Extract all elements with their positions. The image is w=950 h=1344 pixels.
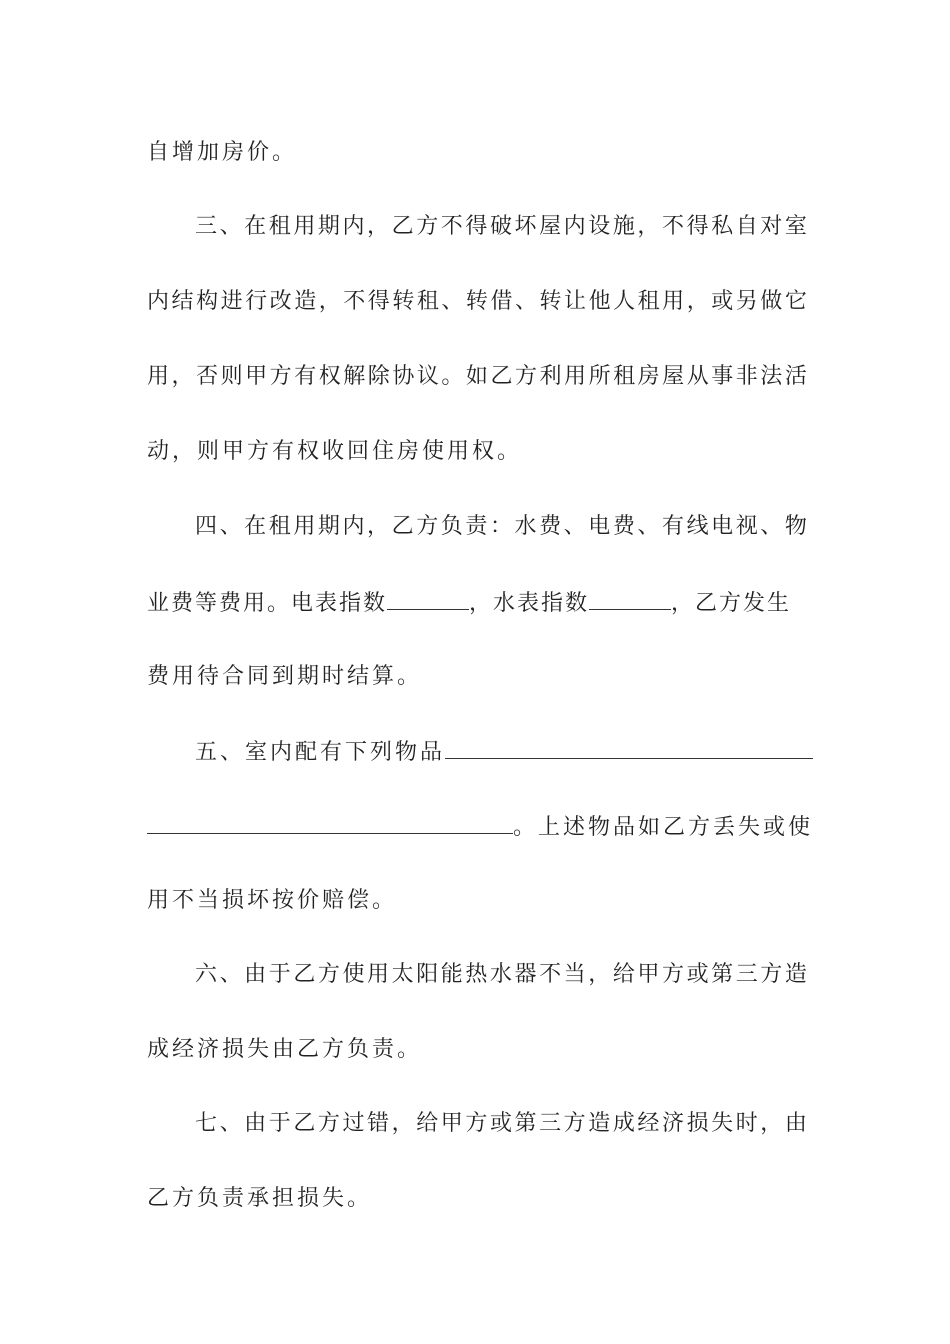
paragraph-4-line-1: 四 、 在 租 用 期 内 ， 乙 方 负 责 ： 水 费 、 电 费 、 有 线 电 视 、 物 [195, 514, 807, 539]
paragraph-3-line-2: 内 结 构 进 行 改 造 ， 不 得 转 租 、 转 借 、 转 让 他 人 租 用 ， 或 另 做 它 [147, 289, 807, 314]
paragraph-4-line-3 [147, 662, 807, 692]
text-content: 动，则甲方有权收回住房使用权。 [147, 439, 523, 464]
paragraph-3-line-3: 用 ， 否 则 甲 方 有 权 解 除 协 议 。 如 乙 方 利 用 所 租 房 屋 从 事 非 法 活 [147, 364, 807, 389]
paragraph-3-line-1: 三 、 在 租 用 期 内 ， 乙 方 不 得 破 坏 屋 内 设 施 ， 不 得 私 自 对 室 [195, 214, 807, 239]
text-content: 用不当损坏按价赔偿。 [147, 888, 398, 913]
electric-meter-blank [387, 587, 469, 610]
paragraph-7-line-2 [147, 1184, 807, 1214]
text-segment: ，水表指数 [469, 591, 590, 616]
water-meter-blank [589, 587, 671, 610]
items-list-blank-continued [147, 811, 513, 834]
text-content: 乙方负责承担损失。 [147, 1186, 373, 1211]
text-line [147, 138, 807, 168]
text-content: 自增加房价。 [147, 140, 298, 165]
text-segment: 。上述物品如乙方丢失或使 [513, 815, 814, 840]
paragraph-6-line-2 [147, 1035, 807, 1065]
paragraph-3-line-4 [147, 437, 807, 467]
text-segment: ，乙方发生 [671, 591, 792, 616]
paragraph-7-line-1: 七 、 由 于 乙 方 过 错 ， 给 甲 方 或 第 三 方 造 成 经 济 损 失 时 ， 由 [195, 1111, 807, 1136]
paragraph-5-line-3 [147, 886, 807, 916]
paragraph-5-line-2 [147, 811, 814, 843]
paragraph-6-line-1: 六 、 由 于 乙 方 使 用 太 阳 能 热 水 器 不 当 ， 给 甲 方 或 第 三 方 造 [195, 962, 807, 987]
items-list-blank [445, 736, 813, 759]
paragraph-5-line-1 [195, 736, 807, 768]
text-content: 费用待合同到期时结算。 [147, 664, 423, 689]
paragraph-4-line-2 [147, 587, 807, 619]
text-segment: 五、室内配有下列物品 [195, 740, 446, 765]
text-segment: 业费等费用。电表指数 [147, 591, 388, 616]
text-content: 成经济损失由乙方负责。 [147, 1037, 423, 1062]
